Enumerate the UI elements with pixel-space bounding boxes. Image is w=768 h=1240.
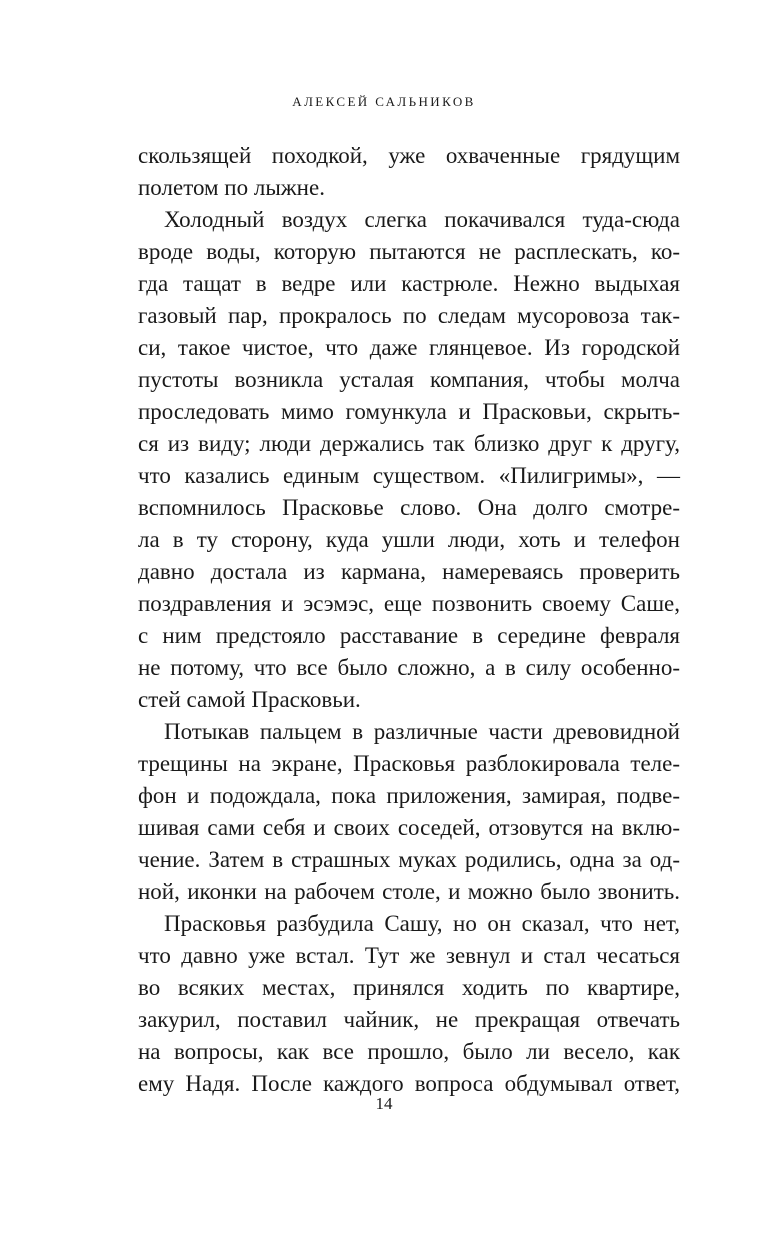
text-line: скользящей походкой, уже охваченные грядущим [138, 143, 680, 168]
text-line: шивая сами себя и своих соседей, отзовутся на вклю- [138, 815, 680, 840]
text-line: стей самой Прасковьи. [138, 687, 361, 712]
text-line: с ним предстояло расставание в середине февраля [138, 623, 680, 648]
text-line: вспомнилось Прасковье слово. Она долго смотре- [138, 495, 680, 520]
text-line: поздравления и эсэмэс, еще позвонить своему Саше, [138, 591, 680, 616]
text-line: вроде воды, которую пытаются не расплескать, ко- [138, 239, 680, 264]
text-line: чение. Затем в страшных муках родились, одна за од- [138, 847, 680, 872]
text-line: проследовать мимо гомункула и Прасковьи, скрыть- [138, 399, 680, 424]
text-line: закурил, поставил чайник, не прекращая отвечать [138, 1007, 680, 1032]
text-line: ла в ту сторону, куда ушли люди, хоть и телефон [138, 527, 680, 552]
text-line: полетом по лыжне. [138, 175, 325, 200]
text-line: что давно уже встал. Тут же зевнул и стал чесаться [138, 943, 680, 968]
text-line: пустоты возникла усталая компания, чтобы молча [138, 367, 680, 392]
text-line: что казались единым существом. «Пилигримы», — [138, 463, 680, 488]
text-line: газовый пар, прокралось по следам мусоровоза так- [138, 303, 680, 328]
text-line: трещины на экране, Прасковья разблокировала теле- [138, 751, 680, 776]
running-header: АЛЕКСЕЙ САЛЬНИКОВ [292, 94, 476, 109]
page-number: 14 [375, 1094, 393, 1113]
text-line: Холодный воздух слегка покачивался туда-сюда [164, 207, 680, 232]
text-line: Потыкав пальцем в различные части древовидной [164, 719, 680, 744]
text-line: не потому, что все было сложно, а в силу особенно- [138, 655, 680, 680]
text-line: си, такое чистое, что даже глянцевое. Из городской [138, 335, 680, 360]
body-text [138, 140, 680, 1100]
text-line: гда тащат в ведре или кастрюле. Нежно выдыхая [138, 271, 680, 296]
text-line: ему Надя. После каждого вопроса обдумывал ответ, [138, 1071, 680, 1096]
text-line: на вопросы, как все прошло, было ли весело, как [138, 1039, 680, 1064]
text-line: ной, иконки на рабочем столе, и можно было звонить. [138, 879, 680, 904]
text-line: фон и подождала, пока приложения, замирая, подве- [138, 783, 680, 808]
text-line: ся из виду; люди держались так близко друг к другу, [138, 431, 680, 456]
text-line: во всяких местах, принялся ходить по квартире, [138, 975, 680, 1000]
text-line: Прасковья разбудила Сашу, но он сказал, что нет, [164, 911, 680, 936]
text-line: давно достала из кармана, намереваясь проверить [138, 559, 680, 584]
